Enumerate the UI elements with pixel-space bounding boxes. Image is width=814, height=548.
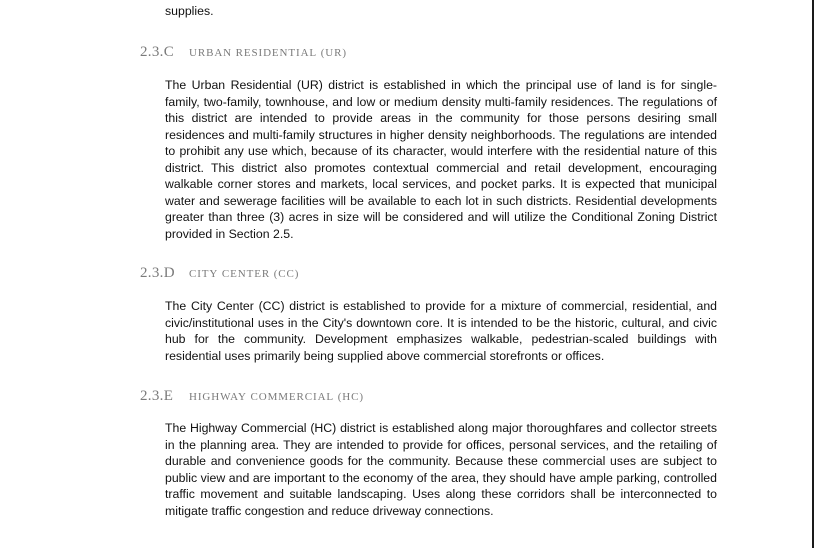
section-title: city center (cc) [189, 264, 300, 281]
section-heading-urban-residential [140, 43, 347, 61]
section-number: 2.3.D [140, 265, 175, 281]
section-title: urban residential (ur) [189, 43, 347, 60]
section-body-highway-commercial: The Highway Commercial (HC) district is established along major thoroughfares and collector streets in the planning area. They are intended to provide for offices, personal services, and the retailing of durable and convenience goods for the community. Because these commercial uses are subject to public view and are important to the economy of the area, they should have ample parking, controlled traffic movement and suitable landscaping. Uses along these corridors shall be interconnected to mitigate traffic congestion and reduce driveway connections. [165, 421, 717, 518]
section-heading-city-center [140, 264, 299, 282]
section-number: 2.3.C [140, 44, 175, 60]
section-body-city-center: The City Center (CC) district is established to provide for a mixture of commercial, residential, and civic/institutional uses in the City's downtown core. It is intended to be the historic, cultural, and civic hub for the community. Development emphasizes walkable, pedestrian-scaled buildings with residential uses primarily being supplied above commercial storefronts or offices. [165, 299, 717, 363]
section-number: 2.3.E [140, 388, 174, 404]
section-title: highway commercial (hc) [189, 387, 364, 404]
previous-paragraph-end: supplies. [165, 4, 214, 18]
section-heading-highway-commercial [140, 387, 364, 405]
section-body-urban-residential: The Urban Residential (UR) district is established in which the principal use of land is for single-family, two-family, townhouse, and low or medium density multi-family residences. The regulations of this district are intended to provide areas in the community for those persons desiring small residences and multi-family structures in higher density neighborhoods. The regulations are intended to prohibit any use which, because of its character, would interfere with the residential nature of this district. This district also promotes contextual commercial and retail development, encouraging walkable corner stores and markets, local services, and pocket parks. It is expected that municipal water and sewerage facilities will be available to each lot in such districts. Residential developments greater than three (3) acres in size will be considered and will utilize the Conditional Zoning District provided in Section 2.5. [165, 78, 717, 241]
